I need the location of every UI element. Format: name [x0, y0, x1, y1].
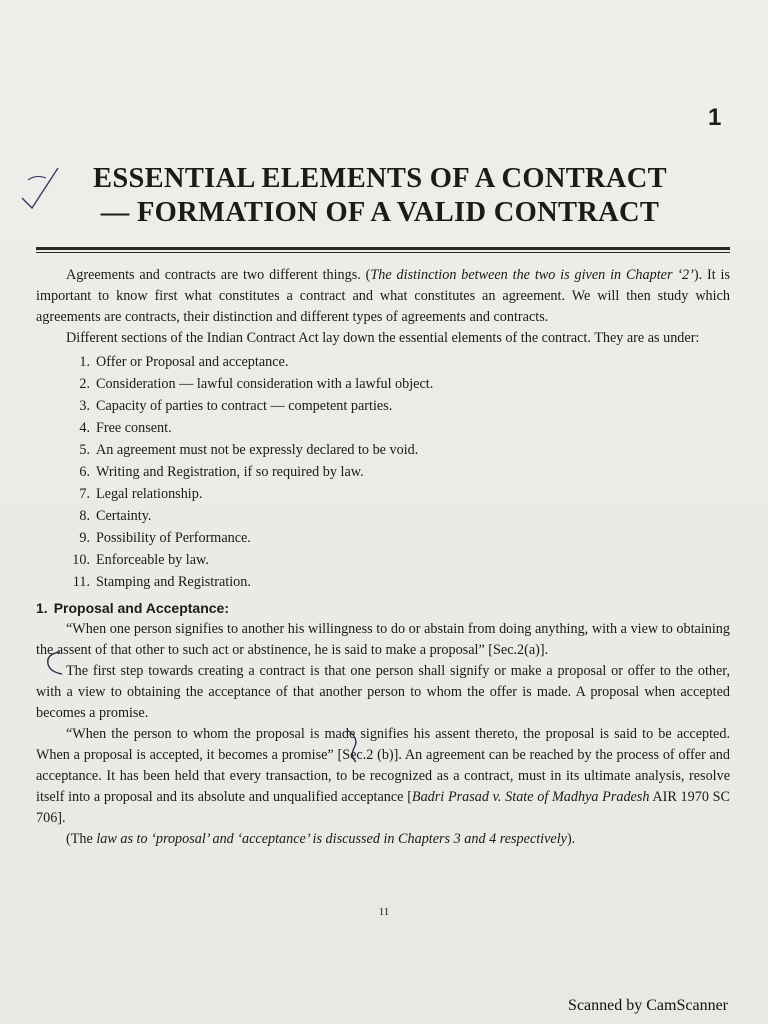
chapter-title-line-2: — FORMATION OF A VALID CONTRACT [100, 197, 660, 228]
list-item: 11. Stamping and Registration. [72, 574, 251, 590]
intro-paragraph-1-italic: The distinction between the two is given in Chapter ‘2’ [370, 267, 694, 283]
handwritten-curl-mark [344, 728, 362, 764]
chapter-number: 1 [708, 104, 722, 131]
list-item: 2. Consideration — lawful consideration with a lawful object. [79, 376, 434, 392]
definition-acceptance-quote: “When the person to whom the proposal is made signifies his assent thereto, the proposal is said to be accepted. When a proposal is accepted, it becomes a promise” [Sec.2 (b)]. An agreement can be reached by the process of offer and acceptance. It has been held that every transaction, to be recognized as a contract, must in its ultimate analysis, resolve itself into a proposal and its absolute and unqualified acceptance [Badri Prasad v. State of Madhya Pradesh AIR 1970 SC 706]. [36, 726, 730, 826]
title-rule-thick [36, 247, 730, 250]
list-item: 10. Enforceable by law. [72, 552, 209, 568]
list-item: 5. An agreement must not be expressly declared to be void. [79, 442, 419, 458]
case-citation: Badri Prasad v. State of Madhya Pradesh [411, 789, 650, 805]
list-item: 3. Capacity of parties to contract — competent parties. [79, 398, 393, 414]
definition-proposal-quote: “When one person signifies to another his willingness to do or abstain from doing anything, with a view to obtaining the assent of that other to such act or abstinence, he is said to make a proposal” [Sec.2(a)]. [36, 621, 730, 658]
list-item: 9. Possibility of Performance. [79, 530, 251, 546]
intro-paragraph-2: Different sections of the Indian Contract Act lay down the essential elements of the contract. They are as under: [66, 330, 700, 346]
chapter-title-line-1: ESSENTIAL ELEMENTS OF A CONTRACT [93, 163, 667, 194]
essential-elements-list [36, 351, 730, 593]
chapter-reference-note: (The law as to ‘proposal’ and ‘acceptance’ is discussed in Chapters 3 and 4 respectively). [66, 831, 576, 847]
list-item: 7. Legal relationship. [79, 486, 203, 502]
chapter-title [30, 162, 730, 230]
intro-paragraph-1: Agreements and contracts are two different things. (The distinction between the two is given in Chapter ‘2’). It is important to know first what constitutes a contract and what constitutes an agreement. We will then study which agreements are contracts, their distinction and different types of agreements and contracts. [36, 267, 730, 325]
section-heading-proposal-acceptance: 1. Proposal and Acceptance: [36, 600, 229, 616]
handwritten-bracket-mark [42, 650, 66, 676]
page-number: 11 [378, 906, 390, 918]
list-item: 8. Certainty. [79, 508, 152, 524]
proposal-paragraph: The first step towards creating a contract is that one person shall signify or make a proposal or offer to the other, with a view to obtaining the acceptance of that another person to whom the offer is made. A proposal when accepted becomes a promise. [36, 663, 730, 721]
list-item: 4. Free consent. [79, 420, 172, 436]
scanner-credit: Scanned by CamScanner [568, 997, 728, 1014]
list-item: 1. Offer or Proposal and acceptance. [79, 354, 289, 370]
list-item: 6. Writing and Registration, if so required by law. [79, 464, 364, 480]
chapter-body [36, 265, 730, 850]
title-rule-thin [36, 252, 730, 253]
